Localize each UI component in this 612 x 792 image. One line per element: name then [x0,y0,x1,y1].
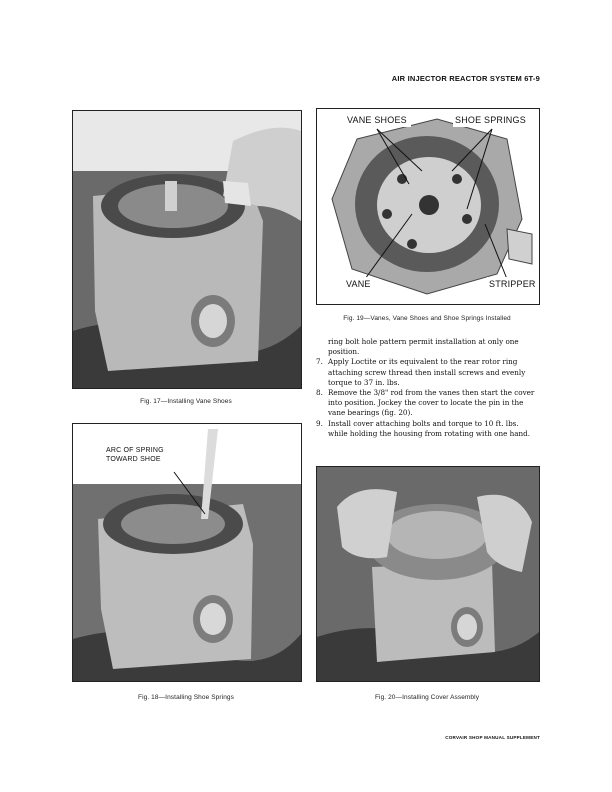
intro-paragraph: ring bolt hole pattern permit installation at only one position. [328,337,519,357]
figure-20-photo [316,466,540,682]
label-vane-shoes: VANE SHOES [347,115,407,125]
label-stripper: STRIPPER [489,279,536,289]
callout-line-1: ARC OF SPRING [106,447,164,454]
figure-17-photo [72,110,302,389]
figure-18-photo [72,423,302,682]
step-number: 8. [316,388,323,398]
callout-line-2: TOWARD SHOE [106,456,161,463]
step-7 [316,357,538,388]
page-footer: CORVAIR SHOP MANUAL SUPPLEMENT [445,735,540,740]
step-text: Apply Loctite or its equivalent to the rear rotor ring attaching screw thread then install screws and evenly torque to 37 in. lbs. [328,357,526,387]
step-number: 9. [316,418,323,428]
figure-19-caption: Fig. 19—Vanes, Vane Shoes and Shoe Springs Installed [343,315,511,322]
label-vane: VANE [346,279,371,289]
step-9 [316,419,538,439]
figure-17-caption: Fig. 17—Installing Vane Shoes [140,398,232,405]
step-text: Remove the 3/8" rod from the vanes then start the cover into position. Jockey the cover to locate the pin in the vane bearings (fig. 20). [328,388,535,418]
figure-20-caption: Fig. 20—Installing Cover Assembly [374,694,480,701]
label-shoe-springs: SHOE SPRINGS [455,115,526,125]
step-text: Install cover attaching bolts and torque to 10 ft. lbs. while holding the housing from rotating with one hand. [328,418,531,438]
step-8 [316,388,538,419]
figure-18-caption: Fig. 18—Installing Shoe Springs [138,694,234,701]
procedure-text [316,337,538,439]
page-header: AIR INJECTOR REACTOR SYSTEM 6T-9 [391,74,540,83]
figure-19-photo [316,108,540,305]
arc-of-spring-callout [103,446,167,464]
step-number: 7. [316,357,323,367]
